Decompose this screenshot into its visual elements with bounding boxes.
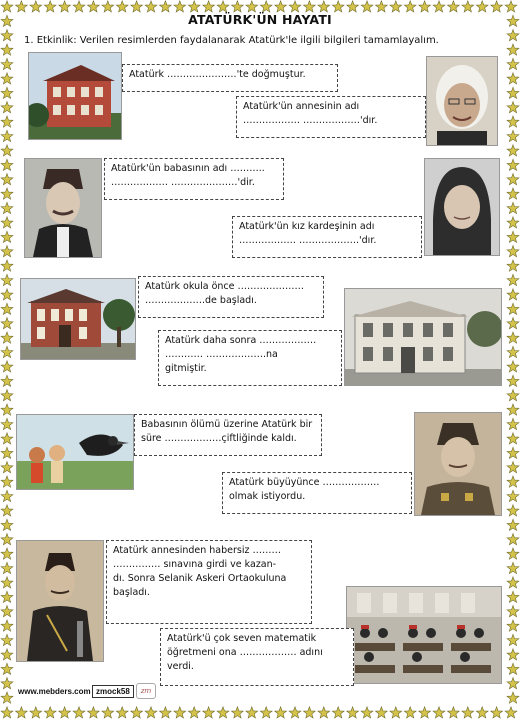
- border-star-icon: [507, 289, 519, 300]
- border-star-icon: [507, 433, 519, 444]
- border-star-icon: [1, 1, 13, 12]
- border-star-icon: [260, 1, 272, 12]
- box-line: gitmiştir.: [165, 363, 207, 374]
- border-star-icon: [1, 289, 13, 300]
- border-star-icon: [1, 707, 13, 718]
- border-star-icon: [1, 433, 13, 444]
- border-star-icon: [476, 707, 488, 718]
- border-star-icon: [347, 1, 359, 12]
- border-star-icon: [507, 634, 519, 645]
- border-star-icon: [1, 260, 13, 271]
- border-star-icon: [376, 1, 388, 12]
- border-star-icon: [160, 707, 172, 718]
- border-star-icon: [116, 1, 128, 12]
- border-star-icon: [1, 519, 13, 530]
- border-star-icon: [1, 505, 13, 516]
- border-star-icon: [507, 606, 519, 617]
- border-star-icon: [1, 174, 13, 185]
- border-star-icon: [145, 1, 157, 12]
- border-star-icon: [507, 246, 519, 257]
- border-star-icon: [1, 44, 13, 55]
- border-star-icon: [507, 534, 519, 545]
- border-star-icon: [275, 707, 287, 718]
- border-star-icon: [507, 217, 519, 228]
- border-star-icon: [232, 707, 244, 718]
- border-star-icon: [507, 562, 519, 573]
- border-star-icon: [505, 1, 517, 12]
- border-star-icon: [304, 1, 316, 12]
- border-star-icon: [507, 505, 519, 516]
- fill-box-father-name[interactable]: [104, 158, 284, 200]
- border-star-icon: [419, 1, 431, 12]
- border-star-icon: [507, 303, 519, 314]
- border-star-icon: [289, 1, 301, 12]
- border-star-icon: [507, 159, 519, 170]
- border-star-icon: [491, 1, 503, 12]
- border-star-icon: [448, 1, 460, 12]
- border-star-icon: [188, 1, 200, 12]
- box-line: ……………… ………………'dır.: [243, 115, 378, 126]
- border-star-icon: [507, 649, 519, 660]
- house-photo: [28, 52, 122, 140]
- border-star-icon: [433, 1, 445, 12]
- border-star-icon: [507, 346, 519, 357]
- border-star-icon: [507, 591, 519, 602]
- fill-box-exam[interactable]: [106, 540, 312, 624]
- military-school-photo: [344, 288, 502, 386]
- border-star-icon: [44, 1, 56, 12]
- border-star-icon: [102, 1, 114, 12]
- border-star-icon: [59, 707, 71, 718]
- border-star-icon: [419, 707, 431, 718]
- fill-box-birthplace[interactable]: [122, 64, 338, 92]
- border-star-icon: [507, 577, 519, 588]
- box-line: Atatürk'ün kız kardeşinin adı: [239, 221, 375, 232]
- ataturk-uniform-portrait: [414, 412, 502, 516]
- border-star-icon: [404, 707, 416, 718]
- border-star-icon: [1, 476, 13, 487]
- border-star-icon: [1, 620, 13, 631]
- border-star-icon: [507, 260, 519, 271]
- border-star-icon: [1, 318, 13, 329]
- border-star-icon: [1, 246, 13, 257]
- box-line: başladı.: [113, 587, 150, 598]
- border-star-icon: [102, 707, 114, 718]
- border-star-icon: [507, 663, 519, 674]
- footer-logo: zm: [136, 683, 156, 699]
- border-star-icon: [1, 634, 13, 645]
- school-building-photo: [20, 278, 136, 360]
- border-star-icon: [507, 188, 519, 199]
- box-line: Atatürk annesinden habersiz ………: [113, 545, 282, 556]
- border-star-icon: [73, 1, 85, 12]
- border-star-icon: [73, 707, 85, 718]
- fill-box-sister-name[interactable]: [232, 216, 422, 258]
- border-star-icon: [390, 1, 402, 12]
- instruction-text: 1. Etkinlik: Verilen resimlerden faydalanarak Atatürk'le ilgili bilgileri tamamlayalım.: [24, 35, 439, 46]
- border-star-icon: [361, 1, 373, 12]
- border-star-icon: [260, 707, 272, 718]
- border-star-icon: [1, 562, 13, 573]
- border-star-icon: [507, 116, 519, 127]
- border-star-icon: [1, 217, 13, 228]
- border-star-icon: [1, 606, 13, 617]
- border-star-icon: [491, 707, 503, 718]
- fill-box-farm[interactable]: [134, 414, 322, 456]
- border-star-icon: [289, 707, 301, 718]
- border-star-icon: [116, 707, 128, 718]
- border-star-icon: [1, 404, 13, 415]
- border-star-icon: [462, 1, 474, 12]
- border-star-icon: [1, 159, 13, 170]
- fill-box-first-school[interactable]: [138, 276, 324, 318]
- footer-site[interactable]: www.mebders.com: [18, 687, 91, 696]
- border-star-icon: [1, 15, 13, 26]
- border-star-icon: [1, 332, 13, 343]
- border-star-icon: [507, 15, 519, 26]
- border-star-icon: [390, 707, 402, 718]
- old-woman-portrait: [426, 56, 498, 146]
- box-line: Atatürk'ün babasının adı ………..: [111, 163, 265, 174]
- border-star-icon: [1, 591, 13, 602]
- border-star-icon: [1, 130, 13, 141]
- border-star-icon: [507, 130, 519, 141]
- border-star-icon: [232, 1, 244, 12]
- box-line: Atatürk büyüyünce ………………: [229, 477, 380, 488]
- young-cadet-portrait: [16, 540, 104, 662]
- border-star-icon: [347, 707, 359, 718]
- box-line: Atatürk daha sonra ………………: [165, 335, 317, 346]
- box-line: Babasının ölümü üzerine Atatürk bir: [141, 419, 313, 430]
- border-star-icon: [16, 1, 28, 12]
- border-star-icon: [30, 1, 42, 12]
- border-star-icon: [507, 30, 519, 41]
- classroom-photo: [346, 586, 502, 684]
- border-star-icon: [217, 1, 229, 12]
- box-line: Atatürk ………………….'te doğmuştur.: [129, 69, 306, 80]
- box-line: öğretmeni ona ……………… adını: [167, 647, 323, 658]
- border-star-icon: [507, 447, 519, 458]
- border-star-icon: [1, 548, 13, 559]
- children-farm-photo: [16, 414, 134, 490]
- border-star-icon: [361, 707, 373, 718]
- border-star-icon: [1, 692, 13, 703]
- border-star-icon: [1, 102, 13, 113]
- border-star-icon: [376, 707, 388, 718]
- border-star-icon: [507, 476, 519, 487]
- border-star-icon: [275, 1, 287, 12]
- box-line: ……………….de başladı.: [145, 295, 257, 306]
- border-star-icon: [507, 548, 519, 559]
- border-star-icon: [203, 707, 215, 718]
- border-star-icon: [507, 102, 519, 113]
- border-star-icon: [507, 87, 519, 98]
- border-star-icon: [507, 318, 519, 329]
- border-star-icon: [507, 418, 519, 429]
- border-star-icon: [1, 303, 13, 314]
- border-star-icon: [1, 231, 13, 242]
- border-star-icon: [131, 707, 143, 718]
- page-title: ATATÜRK'ÜN HAYATI: [188, 12, 332, 27]
- border-star-icon: [1, 447, 13, 458]
- border-star-icon: [1, 87, 13, 98]
- border-star-icon: [131, 1, 143, 12]
- border-star-icon: [88, 1, 100, 12]
- box-line: Atatürk okula önce …………………: [145, 281, 304, 292]
- border-star-icon: [448, 707, 460, 718]
- border-star-icon: [1, 361, 13, 372]
- border-star-icon: [1, 490, 13, 501]
- border-star-icon: [1, 274, 13, 285]
- border-star-icon: [433, 707, 445, 718]
- border-star-icon: [1, 188, 13, 199]
- border-star-icon: [174, 707, 186, 718]
- border-star-icon: [1, 202, 13, 213]
- border-star-icon: [507, 274, 519, 285]
- border-star-icon: [1, 649, 13, 660]
- border-star-icon: [246, 1, 258, 12]
- border-star-icon: [1, 534, 13, 545]
- border-star-icon: [1, 462, 13, 473]
- sister-portrait: [424, 158, 500, 256]
- border-star-icon: [1, 145, 13, 156]
- border-star-icon: [44, 707, 56, 718]
- border-star-icon: [1, 375, 13, 386]
- fill-box-mother-name[interactable]: [236, 96, 426, 138]
- box-line: ……………… ……………….'dır.: [239, 235, 377, 246]
- border-star-icon: [1, 30, 13, 41]
- box-line: dı. Sonra Selanik Askeri Ortaokuluna: [113, 573, 287, 584]
- border-star-icon: [1, 390, 13, 401]
- border-star-icon: [507, 620, 519, 631]
- border-star-icon: [507, 375, 519, 386]
- box-line: Atatürk'ün annesinin adı: [243, 101, 360, 112]
- border-star-icon: [246, 707, 258, 718]
- border-star-icon: [507, 361, 519, 372]
- box-line: verdi.: [167, 661, 194, 672]
- border-star-icon: [332, 707, 344, 718]
- border-star-icon: [174, 1, 186, 12]
- fill-box-math-teacher[interactable]: [160, 628, 354, 686]
- border-star-icon: [1, 577, 13, 588]
- border-star-icon: [1, 663, 13, 674]
- box-line: ……………… …………………'dir.: [111, 177, 255, 188]
- border-star-icon: [30, 707, 42, 718]
- border-star-icon: [507, 692, 519, 703]
- border-star-icon: [507, 58, 519, 69]
- border-star-icon: [404, 1, 416, 12]
- box-line: …………… sınavına girdi ve kazan-: [113, 559, 277, 570]
- border-star-icon: [1, 73, 13, 84]
- border-star-icon: [203, 1, 215, 12]
- border-star-icon: [507, 202, 519, 213]
- footer-code: zmock58: [92, 685, 134, 698]
- border-star-icon: [217, 707, 229, 718]
- border-star-icon: [505, 707, 517, 718]
- border-star-icon: [318, 1, 330, 12]
- border-star-icon: [1, 346, 13, 357]
- border-star-icon: [507, 490, 519, 501]
- border-star-icon: [160, 1, 172, 12]
- border-star-icon: [507, 231, 519, 242]
- border-star-icon: [507, 73, 519, 84]
- border-star-icon: [188, 707, 200, 718]
- father-portrait: [24, 158, 102, 258]
- border-star-icon: [507, 390, 519, 401]
- border-star-icon: [1, 418, 13, 429]
- fill-box-career[interactable]: [222, 472, 412, 514]
- border-star-icon: [507, 404, 519, 415]
- box-line: olmak istiyordu.: [229, 491, 306, 502]
- border-star-icon: [507, 44, 519, 55]
- border-star-icon: [332, 1, 344, 12]
- border-star-icon: [1, 678, 13, 689]
- border-star-icon: [88, 707, 100, 718]
- border-star-icon: [507, 145, 519, 156]
- fill-box-next-school[interactable]: [158, 330, 342, 386]
- box-line: ………… ……………….na: [165, 349, 278, 360]
- border-star-icon: [476, 1, 488, 12]
- border-star-icon: [59, 1, 71, 12]
- border-star-icon: [507, 332, 519, 343]
- box-line: Atatürk'ü çok seven matematik: [167, 633, 317, 644]
- border-star-icon: [318, 707, 330, 718]
- border-star-icon: [16, 707, 28, 718]
- border-star-icon: [507, 174, 519, 185]
- border-star-icon: [507, 678, 519, 689]
- border-star-icon: [304, 707, 316, 718]
- border-star-icon: [507, 519, 519, 530]
- box-line: süre ………………çiftliğinde kaldı.: [141, 433, 297, 444]
- border-star-icon: [462, 707, 474, 718]
- border-star-icon: [1, 116, 13, 127]
- border-star-icon: [145, 707, 157, 718]
- worksheet: [16, 12, 504, 706]
- border-star-icon: [1, 58, 13, 69]
- border-star-icon: [507, 462, 519, 473]
